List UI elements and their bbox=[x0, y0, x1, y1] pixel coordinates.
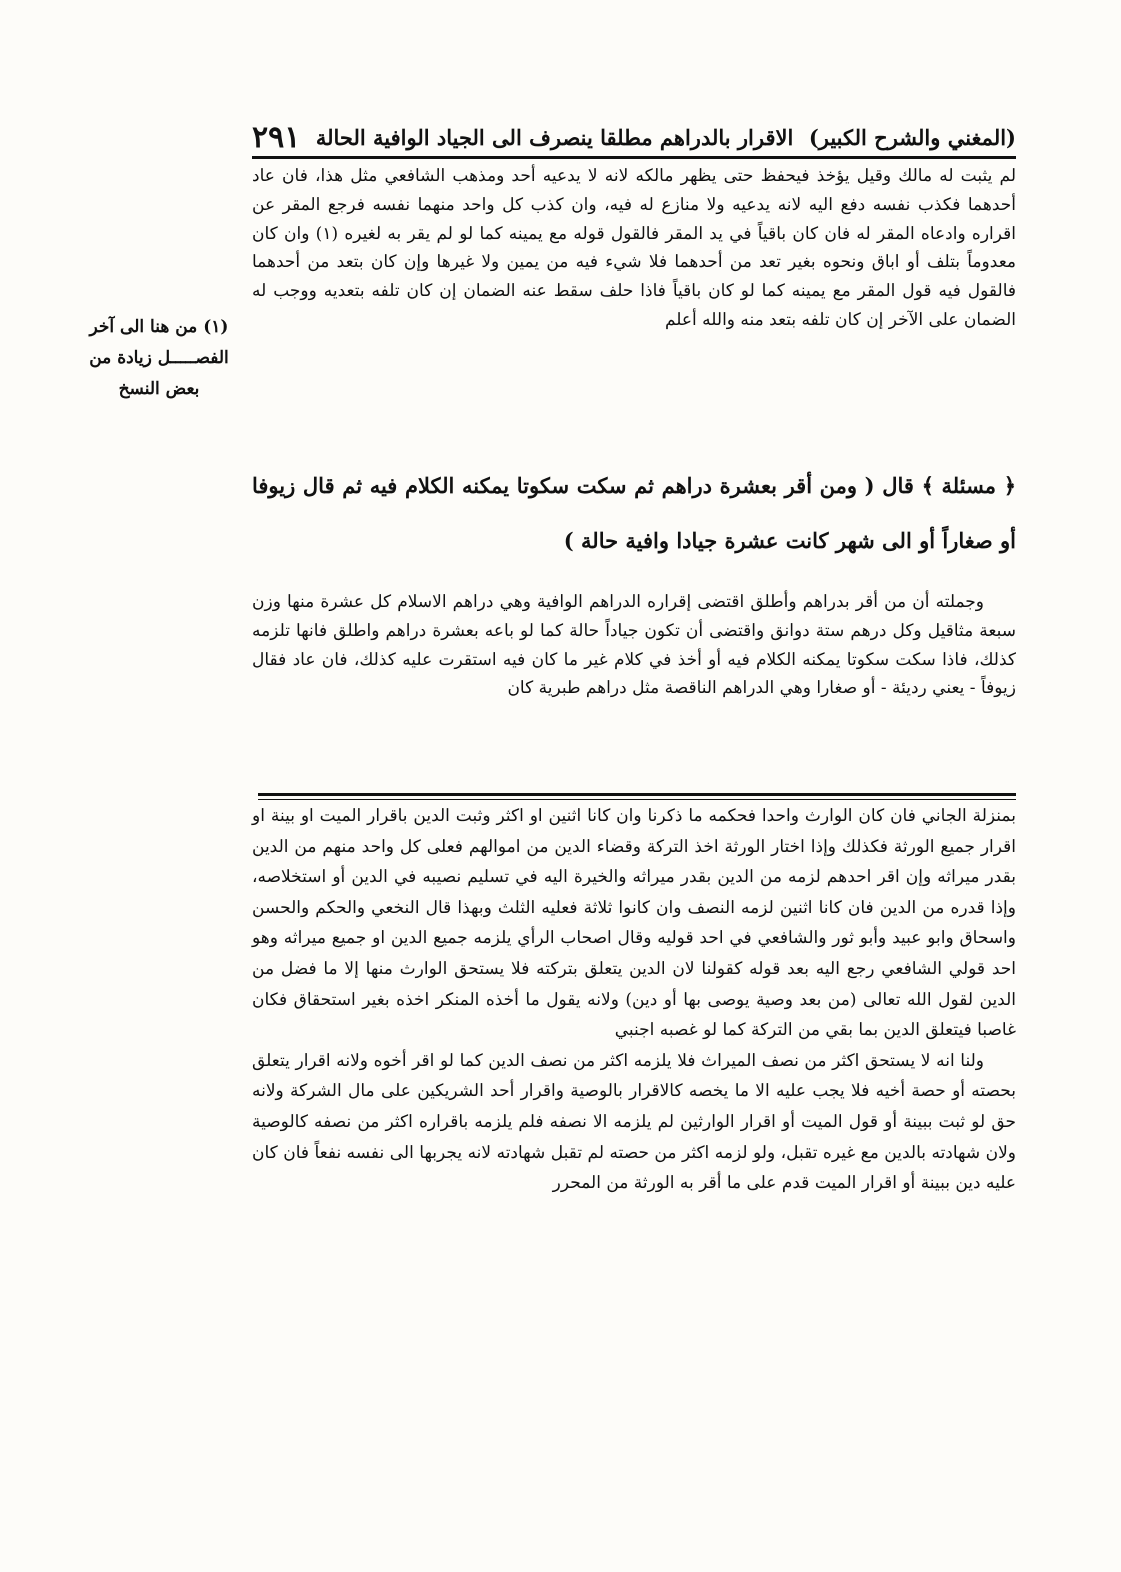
commentary-paragraph: وجملته أن من أقر بدراهم وأطلق اقتضى إقراره الدراهم الوافية وهي دراهم الاسلام كل عشرة منها وزن سبعة مثاقيل وكل درهم ستة دوانق واقتضى أن تكون جياداً حالة كما لو باعه بعشرة دراهم واطلق فانها تلزمه كذلك، فاذا سكت سكوتا يمكنه الكلام فيه أو أخذ في كلام غير ما كان فيه استقرت عليه كذلك، فان عاد فقال زيوفاً - يعني رديئة - أو صغارا وهي الدراهم الناقصة مثل دراهم طبرية كان bbox=[252, 592, 1016, 699]
lower-text-block bbox=[252, 801, 1016, 1199]
book-title: (المغني والشرح الكبير) bbox=[808, 124, 1016, 150]
margin-note: (١) من هنا الى آخر الفصـــــل زيادة من بعض النسخ bbox=[89, 317, 229, 399]
lower-paragraph: بمنزلة الجاني فان كان الوارث واحدا فحكمه ما ذكرنا وان كانا اثنين او اكثر وثبت الدين باقرار الميت او بينة او اقرار جميع الورثة فكذلك وإذا اختار الورثة اخذ التركة وقضاء الدين من اموالهم فعلى كل واحد منهم من الدين بقدر ميراثه وإن اقر احدهم لزمه من الدين بقدر ميراثه والخيرة اليه في تسليم نصيبه في الدين أو استخلاصه، وإذا قدره من الدين فان كانا اثنين لزمه النصف وان كانوا ثلاثة فعليه الثلث وبهذا قال النخعي والحكم والحسن واسحاق وابو عبيد وأبو ثور والشافعي في احد قوليه وقال اصحاب الرأي يلزمه جميع الدين او جميع ميراثه وهو احد قولي الشافعي رجع اليه بعد قوله كقولنا لان الدين يتعلق بتركته فلا يستحق الوارث منها إلا ما فضل من الدين لقول الله تعالى (من بعد وصية يوصى بها أو دين) ولانه يقول ما أخذه المنكر اخذه بغير استحقاق فكان غاصبا فيتعلق الدين بما بقي من التركة كما لو غصبه اجنبي bbox=[252, 806, 1016, 1041]
running-title: الاقرار بالدراهم مطلقا ينصرف الى الجياد الوافية الحالة bbox=[315, 124, 794, 150]
upper-text-block bbox=[252, 162, 1016, 335]
page-divider-thick bbox=[258, 793, 1016, 796]
masala-text: ﴿ مسئلة ﴾ قال ( ومن أقر بعشرة دراهم ثم سكت سكوتا يمكنه الكلام فيه ثم قال زيوفا أو صغاراً أو الى شهر كانت عشرة جيادا وافية حالة ) bbox=[252, 473, 1016, 553]
lower-paragraph: ولنا انه لا يستحق اكثر من نصف الميراث فلا يلزمه اكثر من نصف الدين كما لو اقر أخوه ولانه اقرار يتعلق بحصته أو حصة أخيه فلا يجب عليه الا ما يخصه كالاقرار بالوصية واقرار أحد الشريكين على مال الشركة ولانه حق لو ثبت ببينة أو قول الميت أو اقرار الوارثين لم يلزمه الا نصفه فلم يلزمه باقراره اكثر من نصفه كالوصية ولان شهادته بالدين مع غيره تقبل، ولو لزمه اكثر من حصته لم تقبل شهادته لانه يجربها الى نفسه نفعاً فان كان عليه دين ببينة أو اقرار الميت قدم على ما أقر به الورثة من المحرر bbox=[252, 1050, 1017, 1194]
masala-heading bbox=[252, 458, 1016, 568]
upper-paragraph: لم يثبت له مالك وقيل يؤخذ فيحفظ حتى يظهر مالكه لانه لا يدعيه أحد ومذهب الشافعي مثل هذا، فان عاد أحدهما فكذب نفسه دفع اليه لانه يدعيه ولا منازع له فيه، وان كذب كل واحد منهما نفسه فرجع المقر عن اقراره وادعاه المقر له فان كان باقياً في يد المقر فالقول قوله مع يمينه كما لو لم يقر به لغيره (١) وان كان معدوماً بتلف أو اباق ونحوه بغير تعد من أحدهما فلا شيء فيه من يمين ولا غيرها وإن كان بتعد من أحدهما فالقول فيه قول المقر مع يمينه كما لو كان باقياً فاذا حلف سقط عنه الضمان إن كان تلفه بتعديه ووجب له الضمان على الآخر إن كان تلفه بتعد منه والله أعلم bbox=[252, 166, 1016, 330]
page-header bbox=[252, 118, 1016, 159]
commentary-text-block bbox=[252, 588, 1016, 703]
page-divider-thin bbox=[258, 799, 1016, 800]
page-number: ٢٩١ bbox=[252, 119, 301, 155]
